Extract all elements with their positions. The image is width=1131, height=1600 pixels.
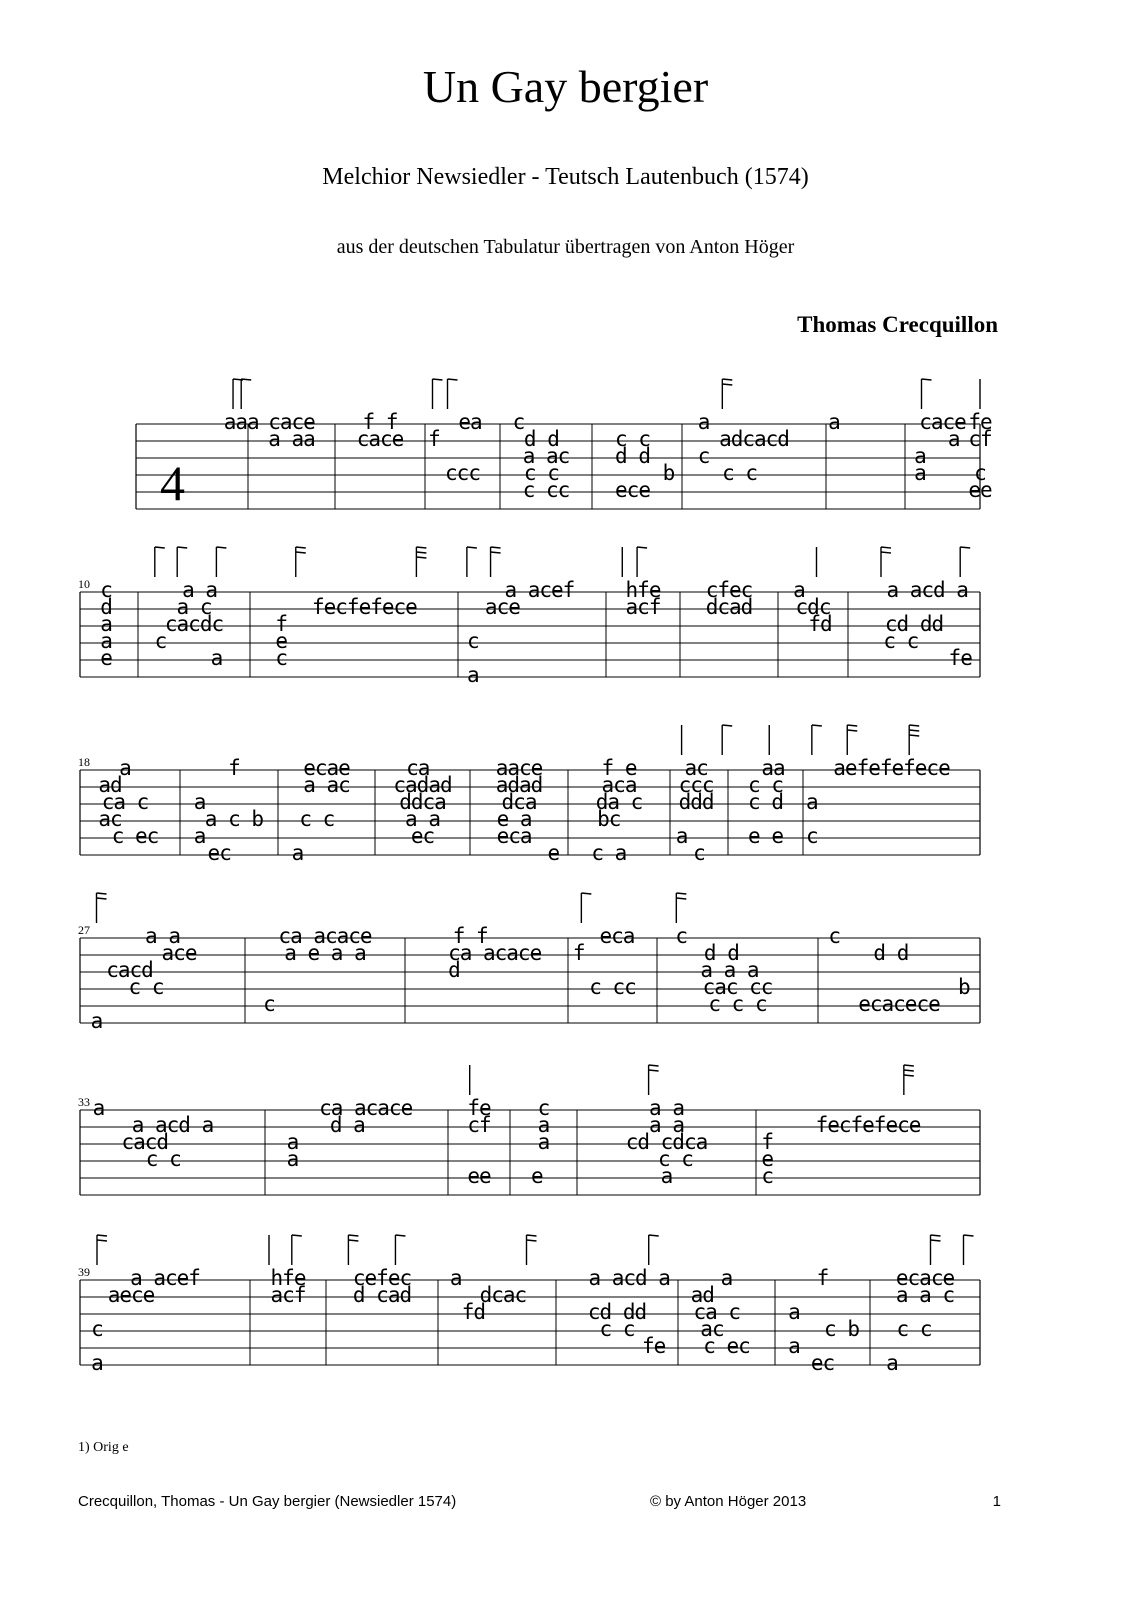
tab-letters: a bbox=[90, 1009, 103, 1033]
tab-letters: cd cdca bbox=[625, 1130, 708, 1154]
tab-letters: f bbox=[572, 941, 585, 965]
time-signature: 4 bbox=[160, 455, 185, 511]
rhythm-flag bbox=[97, 1235, 107, 1236]
rhythm-flag bbox=[904, 1070, 914, 1071]
tab-letters: c d bbox=[748, 790, 783, 814]
rhythm-flag bbox=[491, 547, 501, 548]
page-title: Un Gay bergier bbox=[422, 61, 709, 112]
tab-letters: ee bbox=[467, 1164, 491, 1188]
tab-letters: ddca bbox=[399, 790, 446, 814]
tab-system bbox=[78, 1235, 980, 1375]
tab-letters: f f bbox=[362, 410, 398, 434]
tab-letters: c c bbox=[145, 1147, 181, 1171]
tab-letters: a a bbox=[405, 807, 440, 831]
tab-letters: cacdc bbox=[164, 612, 224, 636]
tab-letters: c c bbox=[657, 1147, 693, 1171]
tab-letters: e a bbox=[496, 807, 532, 831]
tab-system bbox=[78, 725, 980, 865]
rhythm-flag bbox=[395, 1235, 405, 1236]
tab-letters: d d bbox=[703, 941, 739, 965]
rhythm-flag bbox=[637, 547, 647, 548]
tab-letters: a ac bbox=[522, 444, 570, 468]
tab-letters: eca bbox=[599, 924, 635, 948]
tab-letters: cacd bbox=[121, 1130, 169, 1154]
tab-letters: acf bbox=[625, 595, 661, 619]
tab-letters: a bbox=[828, 410, 840, 434]
subtitle: Melchior Newsiedler - Teutsch Lautenbuch (1574) bbox=[322, 164, 809, 190]
tab-letters: a a c bbox=[895, 1283, 955, 1307]
tab-letters: adcacd bbox=[719, 427, 789, 451]
tab-letters: c bbox=[828, 924, 841, 948]
tab-letters: adad bbox=[495, 773, 543, 797]
tab-letters: d a bbox=[329, 1113, 365, 1137]
rhythm-flag bbox=[909, 735, 919, 736]
tab-letters: a bbox=[806, 790, 818, 814]
tab-letters: ec bbox=[810, 1351, 835, 1375]
tab-letters: c bbox=[806, 824, 818, 848]
tab-letters: ecae bbox=[303, 756, 350, 780]
tab-letters: a e a a bbox=[284, 941, 366, 965]
rhythm-flag bbox=[527, 1240, 537, 1241]
tab-letters: c ec bbox=[111, 824, 159, 848]
tab-letters: aa bbox=[761, 756, 785, 780]
rhythm-flag bbox=[491, 552, 501, 553]
rhythm-flag bbox=[467, 547, 477, 548]
tab-letters: c bbox=[466, 629, 479, 653]
tab-letters: a bbox=[537, 1113, 550, 1137]
tab-letters: ec bbox=[410, 824, 435, 848]
tab-letters: f bbox=[761, 1130, 774, 1154]
system-number: 18 bbox=[78, 755, 90, 769]
tab-letters: ad bbox=[690, 1283, 714, 1307]
rhythm-flag bbox=[722, 725, 732, 726]
tab-letters: a bbox=[914, 461, 926, 485]
composer-name: Thomas Crecquillon bbox=[797, 312, 998, 337]
tab-letters: cd dd bbox=[587, 1300, 647, 1324]
tab-letters: ac bbox=[684, 756, 708, 780]
rhythm-flag bbox=[155, 547, 165, 548]
tab-letters: hfe bbox=[270, 1266, 306, 1290]
rhythm-flag bbox=[348, 1240, 358, 1241]
tab-letters: c c bbox=[128, 975, 164, 999]
tab-letters: ca acace bbox=[278, 924, 372, 948]
tab-letters: c c bbox=[883, 629, 919, 653]
rhythm-flag bbox=[649, 1065, 659, 1066]
tab-letters: fe bbox=[948, 646, 972, 670]
rhythm-flag bbox=[922, 379, 932, 380]
tab-letters: hfe bbox=[625, 578, 661, 602]
rhythm-flag bbox=[931, 1240, 941, 1241]
rhythm-flag bbox=[97, 893, 107, 894]
tab-letters: d d bbox=[523, 427, 559, 451]
tab-letters: fe bbox=[968, 410, 992, 434]
rhythm-flag bbox=[581, 893, 591, 894]
tab-letters: cacd bbox=[106, 958, 153, 982]
tab-letters: e bbox=[275, 629, 288, 653]
tab-letters: a a a bbox=[700, 958, 759, 982]
tab-letters: eca bbox=[496, 824, 532, 848]
tab-letters: a acd a bbox=[886, 578, 968, 602]
tab-letters: d d bbox=[615, 444, 650, 468]
tab-letters: c c bbox=[722, 461, 758, 485]
rhythm-flag bbox=[881, 547, 891, 548]
tab-letters: cd dd bbox=[884, 612, 944, 636]
tab-letters: c bbox=[275, 646, 288, 670]
rhythm-flag bbox=[433, 379, 443, 380]
tab-letters: a bbox=[449, 1266, 462, 1290]
rhythm-flag bbox=[909, 725, 919, 726]
tab-letters: cefec bbox=[352, 1266, 412, 1290]
tab-letters: ace bbox=[161, 941, 197, 965]
rhythm-flag bbox=[676, 898, 686, 899]
rhythm-flag bbox=[292, 1235, 302, 1236]
rhythm-flag bbox=[881, 552, 891, 553]
tab-letters: d bbox=[448, 958, 460, 982]
rhythm-flag bbox=[216, 547, 226, 548]
tab-letters: c bbox=[537, 1096, 550, 1120]
tab-letters: d bbox=[100, 595, 112, 619]
tab-letters: ec bbox=[207, 841, 231, 865]
tab-letters: f bbox=[275, 612, 288, 636]
tab-letters: a bbox=[886, 1351, 898, 1375]
transcription-credit: aus der deutschen Tabulatur übertragen von Anton Höger bbox=[336, 236, 795, 258]
tab-letters: a bbox=[720, 1266, 733, 1290]
tab-letters: fe bbox=[641, 1334, 666, 1358]
tab-system bbox=[136, 379, 992, 511]
tab-letters: a a bbox=[649, 1113, 684, 1137]
tab-letters: ad bbox=[98, 773, 122, 797]
rhythm-flag bbox=[416, 547, 426, 548]
tab-letters: cace bbox=[356, 427, 404, 451]
tab-letters: a bbox=[100, 612, 112, 636]
tab-letters: c c bbox=[523, 461, 559, 485]
tab-letters: cfec bbox=[705, 578, 753, 602]
system-number: 10 bbox=[78, 577, 90, 591]
tab-letters: c c bbox=[599, 1317, 635, 1341]
footnote: 1) Orig e bbox=[78, 1440, 129, 1455]
tab-letters: da c bbox=[595, 790, 643, 814]
tab-letters: a acd a bbox=[588, 1266, 670, 1290]
tab-letters: cace bbox=[919, 410, 966, 434]
rhythm-flag bbox=[676, 893, 686, 894]
tab-letters: b bbox=[957, 975, 970, 999]
tab-letters: e e bbox=[748, 824, 783, 848]
tab-letters: c bbox=[693, 841, 705, 865]
tab-letters: cace bbox=[268, 410, 315, 434]
tab-letters: e bbox=[100, 646, 112, 670]
tab-letters: fd bbox=[461, 1300, 486, 1324]
tab-letters: a bbox=[793, 578, 805, 602]
tab-letters: fecfefece bbox=[815, 1113, 921, 1137]
tab-system bbox=[78, 1065, 980, 1195]
tab-letters: a bbox=[92, 1096, 105, 1120]
tab-letters: ccc bbox=[678, 773, 714, 797]
tab-letters: a a bbox=[145, 924, 180, 948]
tab-letters: c bbox=[675, 924, 687, 948]
tab-letters: ac bbox=[700, 1317, 724, 1341]
system-number: 39 bbox=[78, 1265, 90, 1279]
rhythm-flag bbox=[931, 1235, 941, 1236]
tab-letters: c a bbox=[591, 841, 627, 865]
tab-letters: ace bbox=[484, 595, 520, 619]
tab-letters: cf bbox=[467, 1113, 491, 1137]
tab-letters: a acef bbox=[504, 578, 575, 602]
tab-letters: a bbox=[193, 824, 206, 848]
rhythm-flag bbox=[812, 725, 822, 726]
tab-letters: a bbox=[675, 824, 688, 848]
tab-system bbox=[78, 547, 980, 687]
system-number: 27 bbox=[78, 923, 90, 937]
tab-letters: c c bbox=[748, 773, 783, 797]
tab-letters: c c bbox=[299, 807, 335, 831]
tab-letters: ddd bbox=[678, 790, 714, 814]
rhythm-flag bbox=[241, 379, 251, 380]
rhythm-flag bbox=[847, 725, 857, 726]
tab-letters: aca bbox=[601, 773, 637, 797]
rhythm-flag bbox=[296, 552, 306, 553]
rhythm-flag bbox=[964, 1235, 974, 1236]
rhythm-flag bbox=[416, 557, 426, 558]
tab-letters: c c c bbox=[708, 992, 767, 1016]
rhythm-flag bbox=[960, 547, 970, 548]
tab-letters: ee bbox=[968, 478, 992, 502]
tab-letters: ac bbox=[98, 807, 122, 831]
tab-letters: c c bbox=[896, 1317, 932, 1341]
tab-letters: a a bbox=[649, 1096, 684, 1120]
rhythm-flag bbox=[722, 384, 732, 385]
tab-letters: a bbox=[914, 444, 926, 468]
tab-letters: d d bbox=[873, 941, 909, 965]
tab-letters: ca acace bbox=[448, 941, 542, 965]
tab-letters: fd bbox=[808, 612, 832, 636]
tab-letters: c bbox=[974, 461, 986, 485]
tab-letters: a bbox=[537, 1130, 550, 1154]
tab-letters: a bbox=[291, 841, 304, 865]
tab-letters: aefefefece bbox=[833, 756, 950, 780]
rhythm-flag bbox=[649, 1235, 659, 1236]
rhythm-flag bbox=[649, 1070, 659, 1071]
tab-letters: acf bbox=[270, 1283, 306, 1307]
tab-letters: aaa bbox=[223, 410, 259, 434]
tab-letters: cac cc bbox=[702, 975, 773, 999]
tab-letters: dcad bbox=[705, 595, 753, 619]
tab-letters: a aa bbox=[268, 427, 315, 451]
tab-system bbox=[78, 893, 980, 1033]
footer-copyright: © by Anton Höger 2013 bbox=[650, 1493, 807, 1510]
tab-letters: cadad bbox=[393, 773, 452, 797]
tab-letters: ca c bbox=[693, 1300, 741, 1324]
tab-letters: cdc bbox=[795, 595, 831, 619]
tab-letters: c ec bbox=[703, 1334, 750, 1358]
tab-letters: ca acace bbox=[319, 1096, 413, 1120]
tab-letters: e bbox=[547, 841, 560, 865]
tab-letters: a a bbox=[182, 578, 218, 602]
tab-letters: aece bbox=[107, 1283, 155, 1307]
tab-letters: a acd a bbox=[131, 1113, 214, 1137]
tab-letters: bc bbox=[597, 807, 621, 831]
tab-letters: a bbox=[788, 1300, 800, 1324]
tab-letters: c cc bbox=[589, 975, 636, 999]
tab-letters: e bbox=[530, 1164, 543, 1188]
rhythm-flag bbox=[904, 1075, 914, 1076]
rhythm-flag bbox=[904, 1065, 914, 1066]
tab-letters: c c bbox=[615, 427, 650, 451]
system-number: 33 bbox=[78, 1095, 90, 1109]
tab-letters: fe bbox=[467, 1096, 491, 1120]
tab-letters: a bbox=[788, 1334, 800, 1358]
tab-letters: f bbox=[228, 756, 240, 780]
rhythm-flag bbox=[296, 547, 306, 548]
rhythm-flag bbox=[97, 898, 107, 899]
tab-letters: fecfefece bbox=[312, 595, 417, 619]
rhythm-flag bbox=[722, 379, 732, 380]
tab-letters: a ac bbox=[303, 773, 350, 797]
tab-letters: ecace bbox=[895, 1266, 955, 1290]
tab-letters: a bbox=[286, 1147, 299, 1171]
tab-letters: d cad bbox=[352, 1283, 412, 1307]
tab-letters: e bbox=[761, 1147, 774, 1171]
tab-letters: a bbox=[193, 790, 206, 814]
rhythm-flag bbox=[909, 730, 919, 731]
tab-letters: c bbox=[512, 410, 525, 434]
rhythm-flag bbox=[527, 1235, 537, 1236]
tab-letters: a bbox=[466, 663, 479, 687]
tab-letters: c bbox=[100, 578, 112, 602]
tab-letters: dcac bbox=[479, 1283, 527, 1307]
tab-letters: aace bbox=[495, 756, 543, 780]
tab-letters: b bbox=[662, 461, 675, 485]
tab-letters: a bbox=[660, 1164, 673, 1188]
rhythm-flag bbox=[448, 379, 458, 380]
tab-letters: dca bbox=[501, 790, 537, 814]
tab-letters: f e bbox=[601, 756, 637, 780]
tab-letters: ea bbox=[458, 410, 482, 434]
tab-letters: f f bbox=[452, 924, 488, 948]
tab-letters: ccc bbox=[445, 461, 480, 485]
tab-letters: ca bbox=[406, 756, 430, 780]
tab-letters: c bbox=[263, 992, 275, 1016]
tab-letters: c cc bbox=[522, 478, 570, 502]
rhythm-flag bbox=[416, 552, 426, 553]
rhythm-flag bbox=[177, 547, 187, 548]
tab-letters: ece bbox=[615, 478, 650, 502]
tab-letters: c bbox=[697, 444, 710, 468]
tab-letters: a bbox=[947, 427, 960, 451]
tab-letters: a c bbox=[176, 595, 212, 619]
tab-letters: a bbox=[91, 1351, 103, 1375]
tab-letters: ca c bbox=[101, 790, 149, 814]
tab-letters: a bbox=[286, 1130, 299, 1154]
footer-left: Crecquillon, Thomas - Un Gay bergier (Newsiedler 1574) bbox=[78, 1493, 457, 1510]
tab-letters: ecacece bbox=[858, 992, 940, 1016]
tab-letters: a acef bbox=[130, 1266, 200, 1290]
page-number: 1 bbox=[992, 1493, 1001, 1510]
tab-letters: cf bbox=[968, 427, 992, 451]
tab-letters: a bbox=[210, 646, 223, 670]
tab-letters: a bbox=[697, 410, 710, 434]
rhythm-flag bbox=[847, 730, 857, 731]
tab-letters: c bbox=[761, 1164, 774, 1188]
tab-letters: a c b bbox=[204, 807, 264, 831]
tab-letters: f bbox=[428, 427, 440, 451]
tab-letters: a bbox=[100, 629, 112, 653]
rhythm-flag bbox=[348, 1235, 358, 1236]
tab-letters: a bbox=[119, 756, 131, 780]
tab-letters: c bbox=[91, 1317, 103, 1341]
tab-letters: c bbox=[154, 629, 167, 653]
rhythm-flag bbox=[97, 1240, 107, 1241]
tab-letters: f bbox=[816, 1266, 829, 1290]
tab-letters: c b bbox=[824, 1317, 859, 1341]
